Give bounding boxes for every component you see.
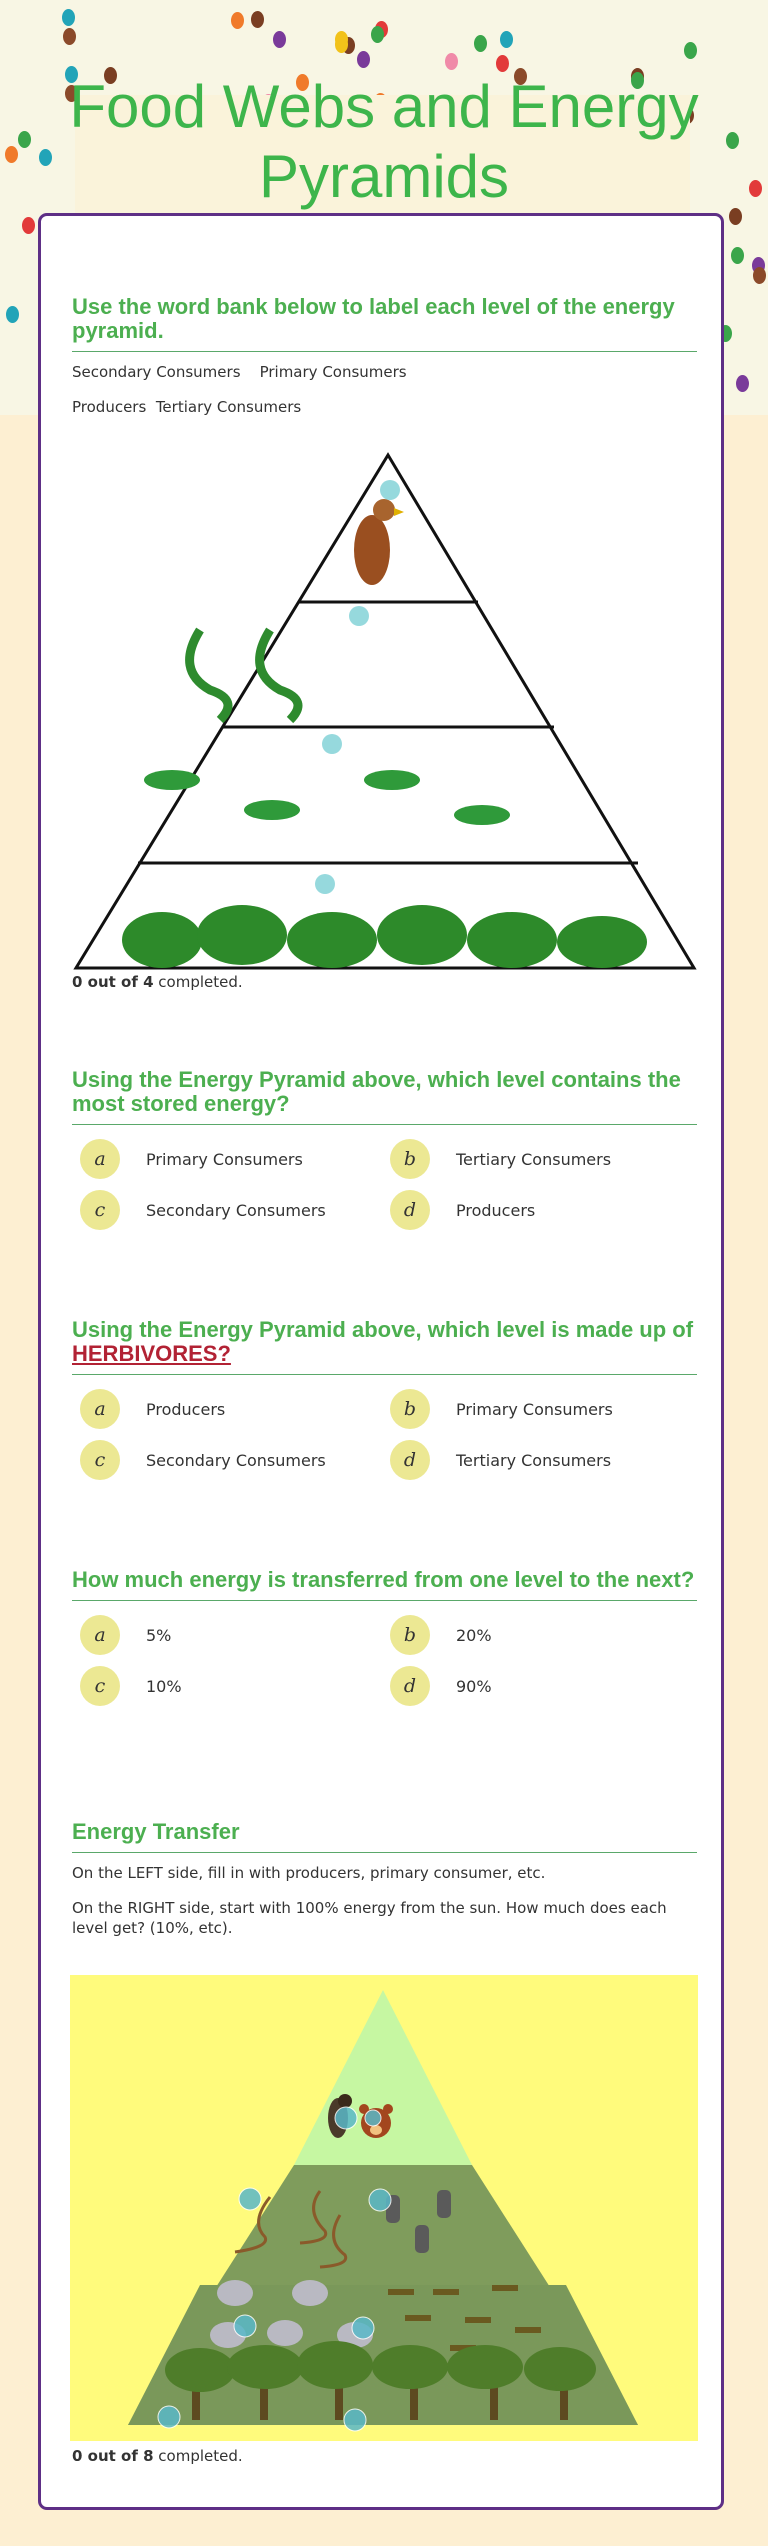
polka-dot (753, 267, 766, 284)
polka-dot (357, 51, 370, 68)
option-label: 10% (146, 1676, 182, 1696)
option-letter: c (80, 1190, 120, 1230)
drop-target-hotspot[interactable] (239, 2188, 261, 2210)
option-label: Primary Consumers (146, 1149, 303, 1169)
polka-dot (736, 375, 749, 392)
answer-option-a[interactable] (72, 1387, 372, 1431)
answer-option-a[interactable] (72, 1613, 372, 1657)
option-label: 20% (456, 1625, 492, 1645)
option-label: Tertiary Consumers (456, 1149, 612, 1169)
question-energy-transfer (72, 1820, 697, 1938)
polka-dot (6, 306, 19, 323)
drop-target-hotspot[interactable] (380, 480, 400, 500)
drop-target-hotspot[interactable] (322, 734, 342, 754)
polka-dot (445, 53, 458, 70)
question-heading: Energy Transfer (72, 1820, 697, 1853)
drop-target-hotspot[interactable] (344, 2409, 366, 2431)
option-letter: c (80, 1666, 120, 1706)
completion-status: 0 out of 8 completed. (72, 2447, 243, 2465)
question-label-pyramid (72, 295, 697, 417)
option-label: Producers (146, 1399, 226, 1419)
option-label: Secondary Consumers (146, 1200, 326, 1220)
answer-option-c[interactable] (72, 1438, 372, 1482)
answer-option-c[interactable] (72, 1188, 372, 1232)
option-letter: d (390, 1440, 430, 1480)
drop-target-hotspot[interactable] (315, 874, 335, 894)
polka-dot (335, 31, 348, 48)
page-title: Food Webs and Energy Pyramids (69, 73, 699, 210)
option-letter: a (80, 1615, 120, 1655)
answer-option-b[interactable] (382, 1613, 682, 1657)
polka-dot (251, 11, 264, 28)
option-label: 5% (146, 1625, 172, 1645)
polka-dot (63, 28, 76, 45)
option-letter: b (390, 1615, 430, 1655)
drop-target-hotspot[interactable] (158, 2406, 180, 2428)
option-letter: b (390, 1389, 430, 1429)
drop-target-hotspot[interactable] (234, 2315, 256, 2337)
option-label: Tertiary Consumers (456, 1450, 612, 1470)
question-heading: Using the Energy Pyramid above, which level contains the most stored energy? (72, 1068, 697, 1125)
drop-target-hotspot[interactable] (349, 606, 369, 626)
polka-dot (684, 42, 697, 59)
answer-option-d[interactable] (382, 1664, 682, 1708)
option-letter: a (80, 1139, 120, 1179)
instruction-text: On the LEFT side, fill in with producers, primary consumer, etc. (72, 1864, 546, 1882)
option-label: Producers (456, 1200, 536, 1220)
drop-target-hotspot[interactable] (365, 2110, 381, 2126)
option-letter: d (390, 1666, 430, 1706)
completion-status: 0 out of 4 completed. (72, 973, 243, 991)
drop-target-hotspot[interactable] (352, 2317, 374, 2339)
polka-dot (22, 217, 35, 234)
polka-dot (231, 12, 244, 29)
option-label: 90% (456, 1676, 492, 1696)
question-most-energy (72, 1068, 697, 1242)
energy-transfer-pyramid-image (70, 1975, 698, 2441)
word-bank-line: Secondary Consumers Primary Consumers (72, 363, 407, 381)
answer-option-c[interactable] (72, 1664, 372, 1708)
option-letter: b (390, 1139, 430, 1179)
energy-pyramid-image (72, 450, 697, 975)
option-letter: d (390, 1190, 430, 1230)
polka-dot (731, 247, 744, 264)
option-label: Primary Consumers (456, 1399, 613, 1419)
question-heading: Use the word bank below to label each level of the energy pyramid. (72, 295, 697, 352)
drop-target-hotspot[interactable] (369, 2189, 391, 2211)
option-letter: c (80, 1440, 120, 1480)
drop-target-hotspot[interactable] (335, 2107, 357, 2129)
polka-dot (496, 55, 509, 72)
answer-option-b[interactable] (382, 1387, 682, 1431)
polka-dot (62, 9, 75, 26)
option-label: Secondary Consumers (146, 1450, 326, 1470)
herbivores-emphasis: HERBIVORES? (72, 1341, 231, 1366)
answer-option-a[interactable] (72, 1137, 372, 1181)
word-bank-line: Producers Tertiary Consumers (72, 398, 302, 416)
question-energy-transfer-percent (72, 1568, 697, 1718)
polka-dot (474, 35, 487, 52)
polka-dot (500, 31, 513, 48)
question-herbivores (72, 1318, 697, 1492)
answer-option-b[interactable] (382, 1137, 682, 1181)
polka-dot (371, 26, 384, 43)
question-heading: How much energy is transferred from one level to the next? (72, 1568, 697, 1601)
option-letter: a (80, 1389, 120, 1429)
polka-dot (273, 31, 286, 48)
answer-option-d[interactable] (382, 1188, 682, 1232)
instruction-text: On the RIGHT side, start with 100% energy from the sun. How much does each level get? (10%, etc). (72, 1899, 667, 1937)
answer-option-d[interactable] (382, 1438, 682, 1482)
question-heading: Using the Energy Pyramid above, which level is made up of HERBIVORES? (72, 1318, 697, 1375)
